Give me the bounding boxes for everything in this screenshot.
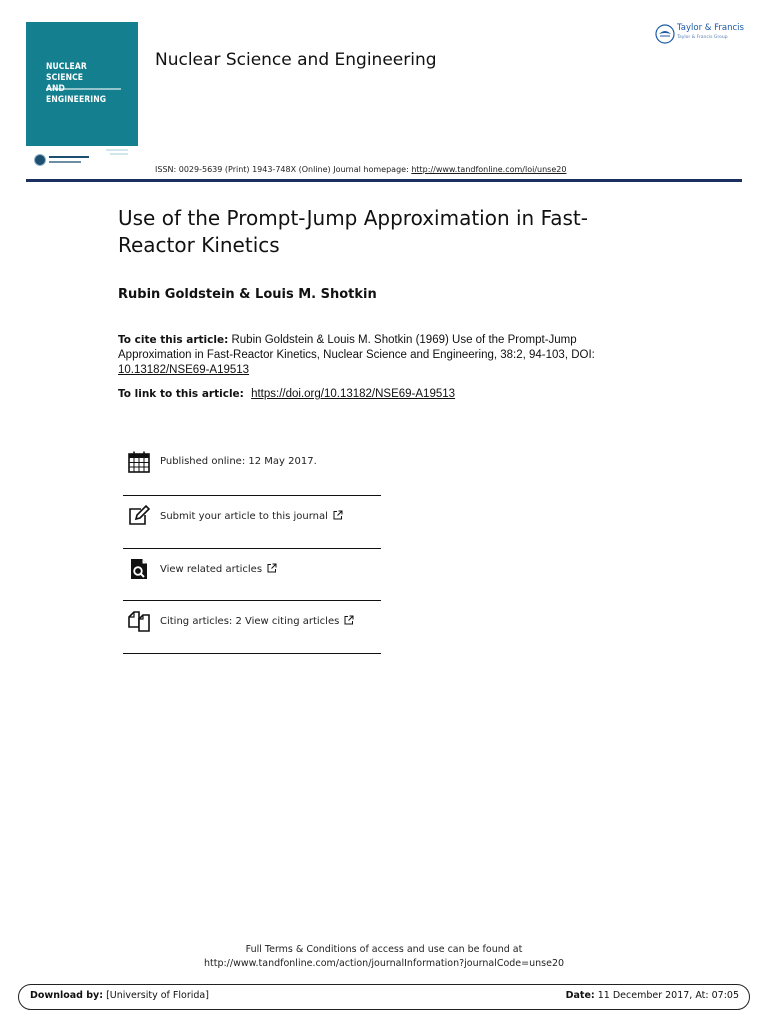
external-link-icon — [344, 615, 354, 625]
submit-article-link[interactable] — [160, 510, 343, 522]
journal-name: Nuclear Science and Engineering — [155, 50, 437, 70]
search-document-icon — [127, 557, 151, 581]
journal-homepage-link[interactable]: http://www.tandfonline.com/loi/unse20 — [411, 165, 567, 174]
society-seal-icon — [34, 154, 46, 166]
article-title — [118, 205, 678, 259]
download-date-value: 11 December 2017, At: 07:05 — [597, 990, 739, 1001]
terms-notice — [0, 943, 768, 971]
citing-articles-row[interactable] — [123, 601, 381, 653]
cover-society-text-line — [49, 156, 89, 158]
citation-label: To cite this article: — [118, 334, 229, 346]
related-articles-link[interactable] — [160, 563, 277, 575]
article-authors: Rubin Goldstein & Louis M. Shotkin — [118, 287, 377, 302]
external-link-icon — [267, 563, 277, 573]
cover-subtitle-bar — [46, 88, 121, 90]
article-link-label: To link to this article: — [118, 388, 244, 400]
citation-text: Rubin Goldstein & Louis M. Shotkin (1969) Use of the Prompt-Jump Approximation in Fast-Reactor Kinetics, Nuclear Science and Engineering, 38:2, 94-103, DOI: — [118, 334, 595, 361]
taylor-francis-logo-icon — [655, 24, 675, 44]
article-doi-url[interactable]: https://doi.org/10.13182/NSE69-A19513 — [251, 388, 456, 400]
download-by-value: [University of Florida] — [106, 990, 209, 1001]
cover-title-line1: NUCLEAR SCIENCE — [46, 62, 87, 83]
download-info-bar — [18, 984, 750, 1010]
info-divider — [123, 653, 381, 654]
article-title-line2: Reactor Kinetics — [118, 233, 280, 257]
citing-articles-link[interactable] — [160, 615, 354, 627]
citing-documents-icon — [127, 609, 151, 633]
related-articles-row[interactable] — [123, 549, 381, 601]
citation-doi-link[interactable]: 10.13182/NSE69-A19513 — [118, 364, 250, 376]
submit-article-row[interactable] — [123, 496, 381, 548]
header-divider — [26, 179, 742, 182]
publisher-logo — [655, 22, 745, 48]
cover-title-line2: ENGINEERING — [46, 95, 107, 105]
issn-line — [155, 165, 566, 174]
publisher-name: Taylor & Francis — [677, 23, 744, 33]
published-online-row — [123, 442, 381, 494]
download-date-label: Date: — [565, 990, 595, 1001]
cover-title — [46, 62, 126, 106]
article-link-block — [118, 388, 638, 400]
cover-issue-text-line — [110, 153, 128, 155]
download-date — [566, 990, 739, 1001]
publisher-group: Taylor & Francis Group — [677, 35, 728, 40]
citing-articles-label: Citing articles: 2 View citing articles — [160, 616, 340, 627]
cover-society-text-line — [49, 161, 81, 163]
article-title-line1: Use of the Prompt-Jump Approximation in Fast- — [118, 206, 588, 230]
journal-cover-image — [26, 22, 138, 177]
related-articles-label: View related articles — [160, 564, 263, 575]
submit-article-label: Submit your article to this journal — [160, 511, 328, 522]
external-link-icon — [333, 510, 343, 520]
edit-icon — [127, 504, 151, 528]
terms-line1: Full Terms & Conditions of access and use can be found at — [245, 944, 523, 955]
cover-issue-text-line — [106, 149, 128, 151]
citation-block — [118, 333, 638, 378]
terms-url[interactable]: http://www.tandfonline.com/action/journalInformation?journalCode=unse20 — [203, 958, 565, 969]
published-online-text: Published online: 12 May 2017. — [160, 456, 317, 467]
issn-text: ISSN: 0029-5639 (Print) 1943-748X (Online) Journal homepage: — [155, 165, 409, 174]
download-by-label: Download by: — [30, 990, 104, 1001]
download-by — [30, 990, 209, 1001]
calendar-icon — [127, 450, 151, 474]
